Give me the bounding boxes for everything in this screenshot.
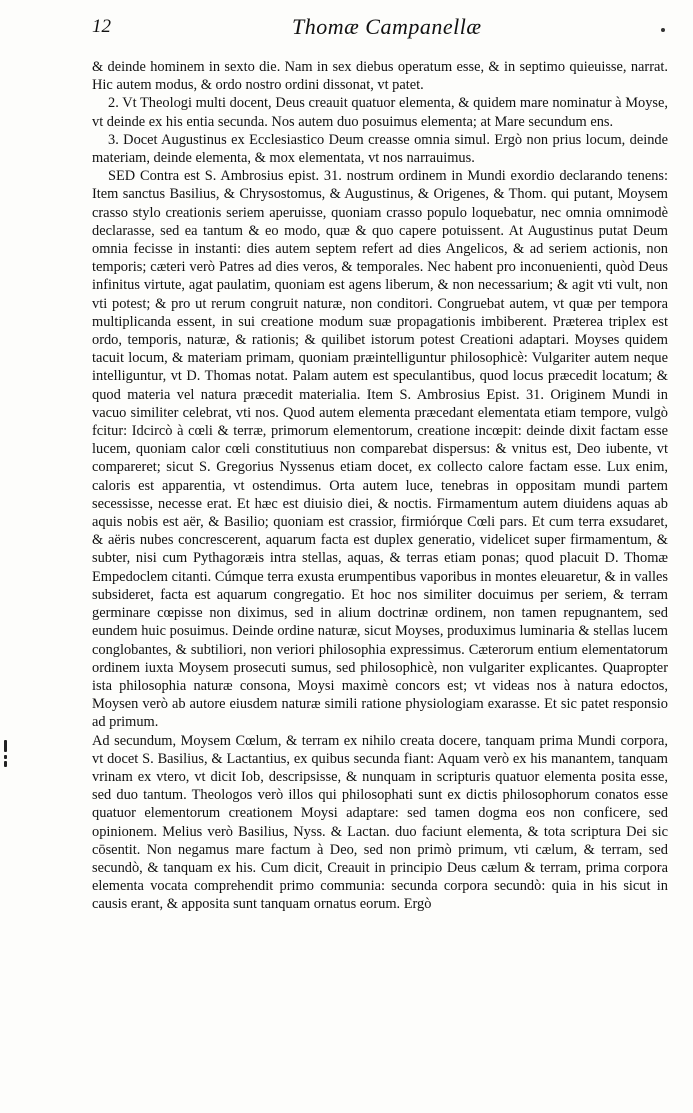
paragraph-sed-contra: SED Contra est S. Ambrosius epist. 31. nostrum ordinem in Mundi exordio declarando tenens: Item sanctus Basilius, & Chrysostomus, & Augustinus, & Origenes, & Thom. qui putant, Moysem crasso stylo creationis seriem aperuisse, quoniam crasso populo loquebatur, nec omnia omnimodè declarasse, sed ea tantum & eo modo, quæ & quo capere potuissent. At Augustinus putat Deum omnia fecisse in instanti: dies autem septem refert ad dies Angelicos, & ad seriem actionis, non temporis; cæteri verò Patres ad dies veros, & temporales. Nec habent pro inconuenienti, quòd Deus infinitus virtute, agat paulatim, quoniam est agens liberum, & non necessarium; & agit vti vult, non vti potest; & pro ut rerum congruit naturæ, non conditori. Congruebat autem, vt quæ per tempora multiplicanda essent, in sui creatione modum suæ propagationis imbiberent. Præterea triplex est ordo, temporis, naturæ, & rationis; & quilibet istorum potest Creationi adaptari. Moyses quidem tacuit locum, & materiam primam, quoniam præintelliguntur philosophicè: Vulgariter autem neque intelliguntur, vt D. Thomas notat. Palam autem est speculantibus, quod locus præcedit locatum; & quod materia vel natura præcedit materialia. Item S. Ambrosius Epist. 31. Originem Mundi in vacuo similiter celebrat, vti nos. Quod autem elementa præcedant elementata etiam tempore, vulgò fcitur: Idcircò à cœli & terræ, primorum elementorum, creatione incœpit: deinde dixit factam esse lucem, quoniam calor cœli constitutiuus non comparebat dispersus: & vnitus est, Deo iubente, vt compareret; sicut S. Gregorius Nyssenus etiam docet, ex collecto calore factam esse. Lux enim, caloris est apparentia, vt ostendimus. Orta autem luce, tenebras in oppositam mundi partem secessisse, necesse erat. Et hæc est diuisio diei, & noctis. Firmamentum autem diuidens aquas ab aquis nobis est aër, & Basilio; quoniam est crassior, firmiórque Cœli pars. Et cum terra exsudaret, & aëris nubes concrescerent, aquarum facta est duplex generatio, videlicet super firmamentum, & subter, nisi cum Pythagoræis intra stellas, aquas, & terras etiam ponas; quod placuit D. Thomæ Empedoclem citanti. Cúmque terra exusta erumpentibus vaporibus in montes eleuaretur, & in valles subsideret, facta est aquarum congregatio. Et hoc nos similiter docuimus per seriem, & terram germinare cœpisse non diximus, sed in alium doctrinæ ordinem, non tamen repugnantem, sed eundem huic posuimus. Deinde ordine naturæ, sicut Moyses, produximus luminaria & stellas lucem conglobantes, & subtiliori, non veriori philosophia expressimus. Cæterorum entium elementatorum ordinem iuxta Moysem prosecuti sumus, sed philosophicè, non vulgariter explicantes. Quapropter ista philosophia naturæ consona, Moysi maximè concors est; vt videas nos à natura edoctos, Moysen verò ab autore eiusdem naturæ simili ratione physiologiam exarasse. Et sic patet responsio ad primum. <box>92 168 668 731</box>
paragraph-ad-secundum: Ad secundum, Moysem Cœlum, & terram ex nihilo creata docere, tanquam prima Mundi corpora, vt docet S. Basilius, & Lactantius, ex quibus secunda fiant: Aquam verò ex his manantem, tanquam vrinam ex vtero, vt dicit Iob, descripsisse, & nunquam in scripturis quatuor elementa posita esse, sed duo tantum. Theologos verò illos qui philosophati sunt ex dictis philosophorum conatos esse quatuor elementorum creationem Moysi adaptare: sed tamen dogma eos non conficere, sed opinionem. Melius verò Basilius, Nyss. & Lactan. duo faciunt elementa, & tota scriptura Dei sic cōsentit. Non negamus mare factum à Deo, sed non primò primum, vti cælum, & terram, sed secundò, & tanquam ex his. Cum dicit, Creauit in principio Deus cælum & terram, prima corpora elementa vocata comprehendit primo communia: secunda corpora secundò: quia in his sicut in causis erant, & apposita sunt tanquam ornatus eorum. Ergò <box>92 732 668 913</box>
page-header <box>92 10 672 40</box>
margin-mark <box>2 740 10 766</box>
paragraph-continuation: & deinde hominem in sexto die. Nam in sex diebus operatum esse, & in septimo quieuisse, narrat. Hic autem modus, & ordo nostro ordini dissonat, vt patet. <box>92 59 668 94</box>
page-number: 12 <box>92 16 111 37</box>
page-body <box>92 58 668 914</box>
paragraph-objection-3: 3. Docet Augustinus ex Ecclesiastico Deum creasse omnia simul. Ergò non prius locum, deinde materiam, deinde elementa, & mox elementata, vt nos narrauimus. <box>92 131 668 167</box>
ink-speck <box>661 28 665 32</box>
running-head: Thomæ Campanellæ <box>292 14 482 39</box>
paragraph-objection-2: 2. Vt Theologi multi docent, Deus creauit quatuor elementa, & quidem mare nominatur à Moyse, vt deinde ex his entia secunda. Nos autem duo posuimus elementa; at Mare secundum ens. <box>92 95 668 130</box>
